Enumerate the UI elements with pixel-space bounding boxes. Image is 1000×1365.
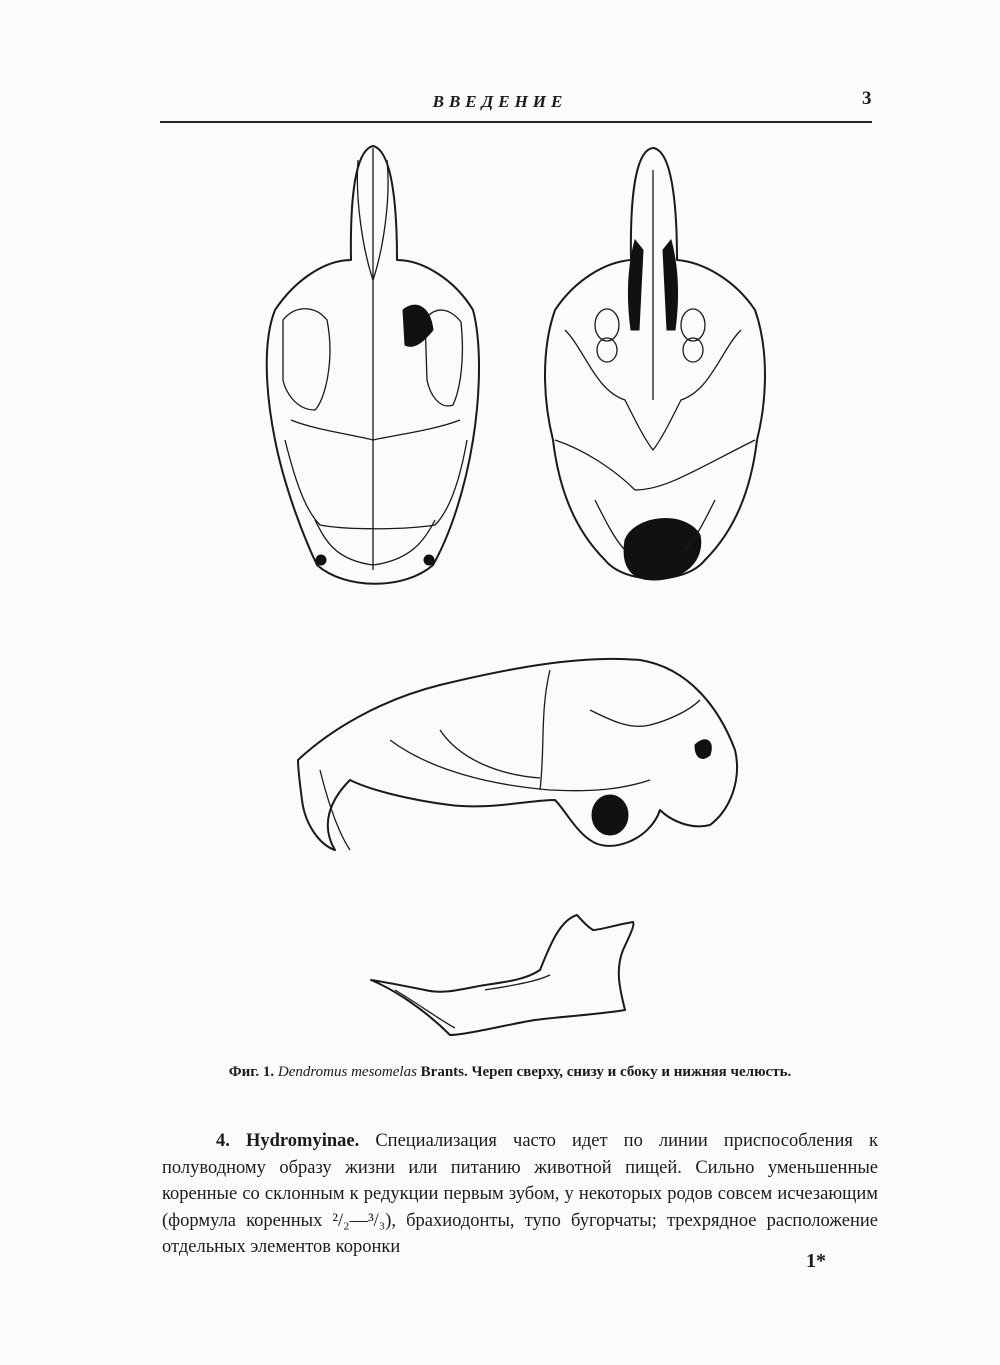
- skull-dorsal-view-illustration: [255, 140, 495, 600]
- caption-rest: Череп сверху, снизу и сбоку и нижняя челюсть.: [471, 1064, 792, 1080]
- printer-signature: 1*: [806, 1250, 826, 1272]
- caption-species: Dendromus mesomelas: [277, 1064, 417, 1080]
- skull-ventral-view-illustration: [535, 140, 775, 600]
- header-rule: [160, 121, 872, 123]
- figure-caption: [180, 1062, 840, 1083]
- section-heading: 4. Hydromyinae.: [216, 1131, 360, 1151]
- page-number: 3: [862, 88, 872, 109]
- caption-prefix: Фиг. 1.: [228, 1064, 275, 1080]
- paragraph-text: Специализация часто идет по линии приспособления к полуводному образу жизни или питанию животной пищей. Сильно уменьшенные коренные со склонным к редукции первым зубом, у некоторых родов совсем исчезающим (формула коренных ²/₂—³/₃), брахиодонты, тупо бугорчаты; трехрядное расположение отдельных элементов коронки: [162, 1131, 878, 1257]
- skull-lateral-view-illustration: [290, 650, 750, 870]
- running-header-title: ВВЕДЕНИЕ: [432, 92, 568, 111]
- lower-jaw-illustration: [365, 910, 645, 1050]
- caption-author: Brants.: [420, 1064, 468, 1080]
- body-paragraph: [162, 1128, 878, 1261]
